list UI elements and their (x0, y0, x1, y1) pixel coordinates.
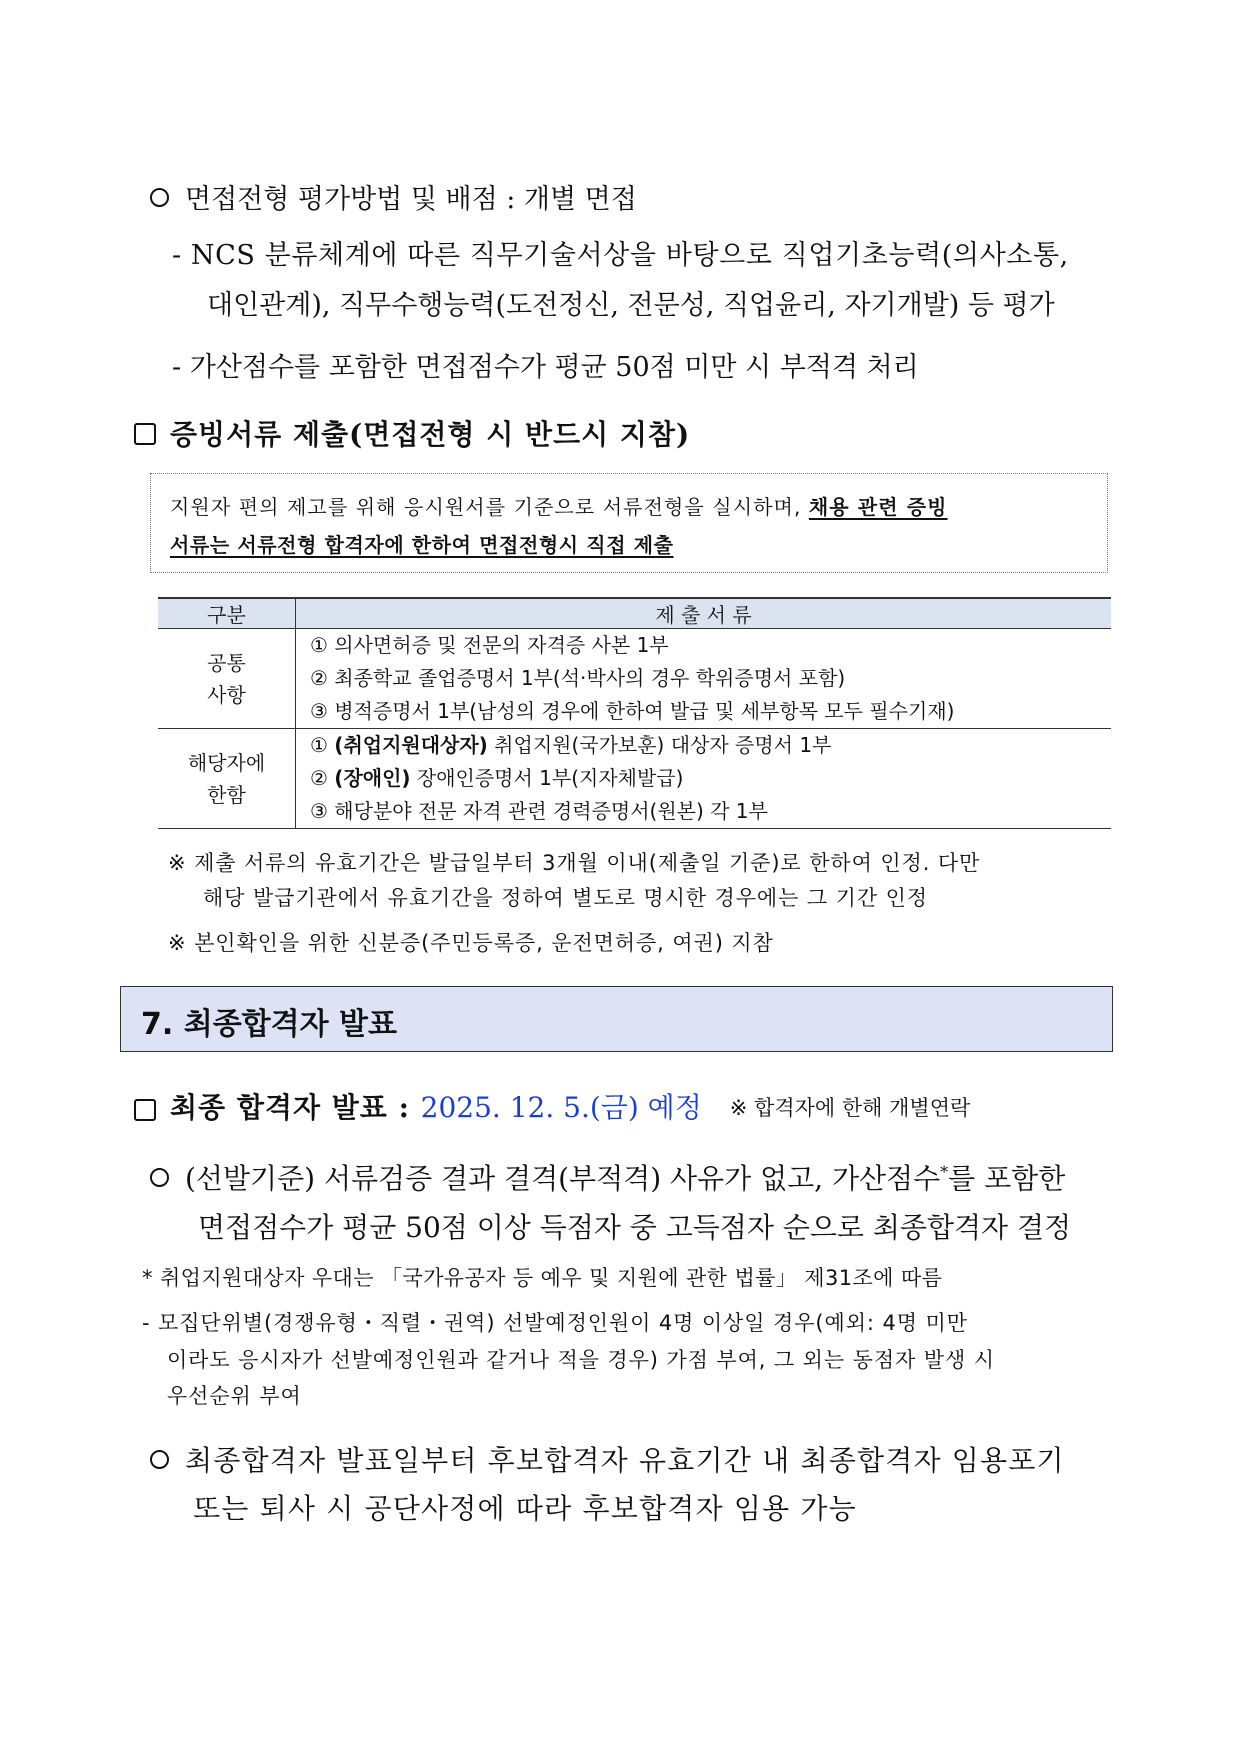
note-id: ※ 본인확인을 위한 신분증(주민등록증, 운전면허증, 여권) 지참 (168, 931, 774, 955)
notice-line-2: 서류는 서류전형 합격자에 한하여 면접전형시 직접 제출 (170, 533, 674, 557)
documents-table (158, 597, 1111, 829)
table-category-cell: 해당자에 한함 (158, 729, 296, 829)
table-header-docs: 제 출 서 류 (296, 598, 1112, 629)
table-row: ③ 해당분야 전문 자격 관련 경력증명서(원본) 각 1부 (310, 799, 768, 823)
table-header-category: 구분 (158, 598, 296, 629)
section-7-title: 7. 최종합격자 발표 (141, 1007, 398, 1042)
reserve-hire-line-1: 최종합격자 발표일부터 후보합격자 유효기간 내 최종합격자 임용포기 (150, 1439, 1065, 1479)
bonus-rule-line-3: 우선순위 부여 (167, 1384, 302, 1408)
footnote-preference: * 취업지원대상자 우대는 「국가유공자 등 예우 및 지원에 관한 법률」 제31조에 따름 (142, 1266, 943, 1290)
interview-item-1-line-2: 대인관계), 직무수행능력(도전정신, 전문성, 직업윤리, 자기개발) 등 평가 (207, 290, 1055, 321)
square-bullet-icon (134, 1099, 156, 1121)
documents-heading: 증빙서류 제출(면접전형 시 반드시 지참) (134, 413, 690, 453)
bonus-rule-line-1: - 모집단위별(경쟁유형・직렬・권역) 선발예정인원이 4명 이상일 경우(예외: 4명 미만 (142, 1311, 968, 1335)
selection-criteria-line-1: (선발기준) 서류검증 결과 결격(부적격) 사유가 없고, 가산점수*를 포함한 (150, 1157, 1110, 1197)
table-row: ③ 병적증명서 1부(남성의 경우에 한하여 발급 및 세부항목 모두 필수기재) (310, 699, 955, 723)
interview-item-1-line-1: - NCS 분류체계에 따른 직무기술서상을 바탕으로 직업기초능력(의사소통, (172, 240, 1069, 271)
table-row: ② (장애인) 장애인증명서 1부(지자체발급) (310, 766, 684, 790)
bonus-rule-line-2: 이라도 응시자가 선발예정인원과 같거나 적을 경우) 가점 부여, 그 외는 동점자 발생 시 (167, 1348, 995, 1372)
interview-item-2: - 가산점수를 포함한 면접점수가 평균 50점 미만 시 부적격 처리 (172, 352, 919, 383)
selection-criteria-line-2: 면접점수가 평균 50점 이상 득점자 중 고득점자 순으로 최종합격자 결정 (198, 1211, 1072, 1244)
note-validity-line-1: ※ 제출 서류의 유효기간은 발급일부터 3개월 이내(제출일 기준)로 한하여 인정. 다만 (168, 851, 981, 875)
table-docs-cell (296, 629, 1112, 729)
square-bullet-icon (134, 423, 156, 445)
circle-bullet-icon (150, 1168, 169, 1187)
notice-line-1: 지원자 편의 제고를 위해 응시원서를 기준으로 서류전형을 실시하며, 채용 관련 증빙 (170, 495, 948, 519)
table-docs-cell (296, 729, 1112, 829)
notice-box (150, 473, 1108, 573)
circle-bullet-icon (150, 1450, 169, 1469)
circle-bullet-icon (150, 188, 169, 207)
table-row: ① 의사면허증 및 전문의 자격증 사본 1부 (310, 633, 669, 657)
reserve-hire-line-2: 또는 퇴사 시 공단사정에 따라 후보합격자 임용 가능 (193, 1492, 857, 1525)
section-7-header (120, 986, 1113, 1052)
interview-heading: 면접전형 평가방법 및 배점 : 개별 면접 (150, 177, 637, 216)
table-group-common (158, 629, 1111, 729)
table-category-cell: 공통 사항 (158, 629, 296, 729)
note-validity-line-2: 해당 발급기관에서 유효기간을 정하여 별도로 명시한 경우에는 그 기간 인정 (203, 886, 928, 910)
table-group-applicable (158, 729, 1111, 829)
final-announcement: 최종 합격자 발표 : 2025. 12. 5.(금) 예정 ※ 합격자에 한해 개별연락 (134, 1086, 970, 1126)
table-row: ② 최종학교 졸업증명서 1부(석·박사의 경우 학위증명서 포함) (310, 666, 846, 690)
table-row: ① (취업지원대상자) 취업지원(국가보훈) 대상자 증명서 1부 (310, 733, 832, 757)
